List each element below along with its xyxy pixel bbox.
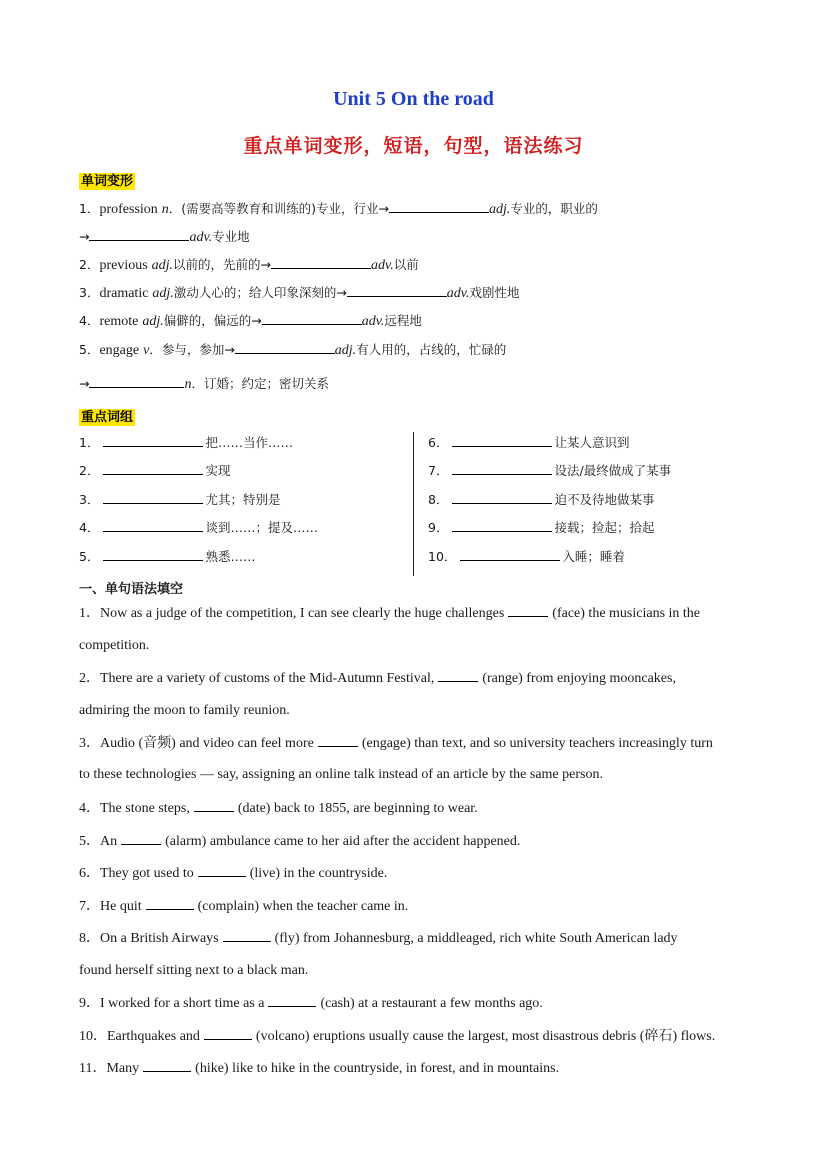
pos-label: adj. [151, 258, 174, 273]
phrase-item [428, 461, 671, 480]
answer-blank[interactable] [143, 1059, 191, 1072]
item-number: 3． [79, 736, 100, 751]
phrase-item [428, 490, 654, 509]
question-text: Audio (音频) and video can feel more [100, 736, 314, 751]
item-number: 5． [79, 834, 100, 849]
vocab-meaning: 远程地 [384, 313, 422, 328]
pos-label: adv. [371, 258, 394, 273]
item-number: 2． [79, 463, 100, 478]
vocab-section-label: 单词变形 [81, 174, 134, 189]
arrow: → [79, 229, 90, 244]
answer-blank[interactable] [318, 734, 358, 747]
question-text: (alarm) ambulance came to her aid after the accident happened. [165, 834, 521, 849]
page-title: Unit 5 On the road [333, 88, 494, 110]
question-2 [79, 669, 676, 688]
answer-blank[interactable] [460, 547, 560, 561]
question-text: An [100, 834, 118, 849]
answer-blank[interactable] [89, 227, 189, 241]
answer-blank[interactable] [103, 433, 203, 447]
item-number: 8． [428, 492, 449, 507]
answer-blank[interactable] [268, 994, 316, 1007]
item-number: 9． [79, 996, 100, 1011]
vocab-item-5 [79, 340, 506, 360]
vocab-meaning: ．参与，参加→ [149, 342, 235, 357]
answer-blank[interactable] [452, 490, 552, 504]
item-number: 4． [79, 520, 100, 535]
question-6 [79, 864, 387, 883]
vocab-meaning: 以前 [393, 257, 419, 272]
item-number: 2． [79, 257, 100, 272]
vocab-word: dramatic [99, 286, 149, 301]
question-10 [79, 1027, 715, 1046]
item-number: 5． [79, 549, 100, 564]
vocab-meaning: 激动人心的；给人印象深刻的→ [173, 285, 347, 300]
question-3-cont [79, 766, 603, 784]
answer-blank[interactable] [89, 374, 184, 388]
question-text: (live) in the countryside. [249, 866, 388, 881]
vocab-item-1-cont [79, 227, 250, 247]
answer-blank[interactable] [223, 929, 271, 942]
question-text: (volcano) eruptions usually cause the largest, most disastrous debris (碎石) flows. [255, 1029, 716, 1044]
phrase-meaning: 谈到……；提及…… [205, 520, 318, 535]
phrase-item [79, 547, 255, 566]
question-5 [79, 832, 520, 851]
question-8-cont [79, 962, 308, 980]
pos-label: adj. [152, 286, 174, 301]
item-number: 4． [79, 801, 100, 816]
item-number: 4． [79, 313, 100, 328]
item-number: 1． [79, 606, 100, 621]
question-3 [79, 734, 713, 753]
answer-blank[interactable] [262, 311, 362, 325]
phrase-meaning: 迫不及待地做某事 [554, 492, 655, 507]
pos-label: adv. [189, 230, 213, 245]
item-number: 10． [79, 1029, 107, 1044]
vocab-word: remote [99, 314, 139, 329]
item-number: 11． [79, 1061, 107, 1076]
question-2-cont [79, 702, 290, 720]
question-1-cont [79, 637, 149, 655]
answer-blank[interactable] [347, 283, 447, 297]
item-number: 1． [79, 201, 100, 216]
phrase-item [79, 433, 293, 452]
question-text: (range) from enjoying mooncakes, [482, 671, 676, 686]
item-number: 3． [79, 285, 100, 300]
pos-label: n [161, 202, 169, 217]
question-text: Earthquakes and [107, 1029, 200, 1044]
phrase-item [79, 461, 230, 480]
phrase-item [428, 518, 654, 537]
phrase-meaning: 熟悉…… [205, 549, 256, 564]
question-text: (engage) than text, and so university teachers increasingly turn [361, 736, 713, 751]
vocab-item-4 [79, 311, 422, 331]
grammar-section-label: 一、单句语法填空 [79, 582, 184, 597]
question-4 [79, 799, 478, 818]
phrase-meaning: 把……当作…… [205, 435, 293, 450]
vocab-meaning: 戏剧性地 [469, 285, 520, 300]
item-number: 7． [79, 899, 100, 914]
answer-blank[interactable] [508, 604, 548, 617]
vocab-item-3 [79, 283, 520, 303]
phrase-item [79, 490, 280, 509]
phrase-meaning: 设法/最终做成了某事 [554, 463, 672, 478]
question-text: admiring the moon to family reunion. [79, 703, 290, 718]
question-text: I worked for a short time as a [100, 996, 265, 1011]
answer-blank[interactable] [194, 799, 234, 812]
vocab-meaning: ．(需要高等教育和训练的)专业，行业→ [168, 201, 389, 216]
question-text: to these technologies — say, assigning an online talk instead of an article by the same person. [79, 767, 603, 782]
vocab-meaning: 专业的，职业的 [510, 201, 598, 216]
vocab-item-1 [79, 199, 598, 219]
answer-blank[interactable] [204, 1027, 252, 1040]
question-text: They got used to [100, 866, 194, 881]
item-number: 6． [79, 866, 100, 881]
pos-label: n [184, 377, 192, 392]
item-number: 8． [79, 931, 100, 946]
question-text: Now as a judge of the competition, I can see clearly the huge challenges [100, 606, 505, 621]
pos-label: adv. [361, 314, 385, 329]
question-7 [79, 897, 408, 916]
question-1 [79, 604, 700, 623]
item-number: 6． [428, 435, 449, 450]
question-text: Many [106, 1061, 140, 1076]
phrase-meaning: 尤其；特别是 [205, 492, 281, 507]
phrase-item [79, 518, 318, 537]
item-number: 9． [428, 520, 449, 535]
pos-label: adv. [446, 286, 470, 301]
question-text: (date) back to 1855, are beginning to wear. [237, 801, 478, 816]
phrase-meaning: 实现 [205, 463, 231, 478]
pos-label: adj. [142, 314, 164, 329]
answer-blank[interactable] [438, 669, 478, 682]
phrase-item [428, 433, 629, 452]
page-subtitle: 重点单词变形，短语，句型，语法练习 [243, 135, 584, 157]
answer-blank[interactable] [103, 547, 203, 561]
question-text: found herself sitting next to a black man. [79, 963, 309, 978]
answer-blank[interactable] [452, 433, 552, 447]
vocab-meaning: 偏僻的，偏远的→ [163, 313, 262, 328]
item-number: 10． [428, 549, 457, 564]
item-number: 1． [79, 435, 100, 450]
question-text: There are a variety of customs of the Mid-Autumn Festival, [100, 671, 435, 686]
vocab-meaning: 专业地 [212, 229, 250, 244]
answer-blank[interactable] [103, 490, 203, 504]
answer-blank[interactable] [452, 518, 552, 532]
phrase-meaning: 接载；捡起；拾起 [554, 520, 655, 535]
item-number: 5． [79, 342, 100, 357]
answer-blank[interactable] [389, 199, 489, 213]
pos-label: adj. [334, 343, 357, 358]
vocab-word: engage [99, 343, 140, 358]
question-text: competition. [79, 638, 150, 653]
vocab-meaning: ．订婚；约定；密切关系 [191, 376, 329, 391]
pos-label: adj. [489, 202, 511, 217]
phrase-item [428, 547, 625, 566]
answer-blank[interactable] [235, 340, 335, 354]
vocab-meaning: 有人用的，占线的，忙碌的 [356, 342, 507, 357]
item-number: 2． [79, 671, 100, 686]
question-11 [79, 1059, 559, 1078]
answer-blank[interactable] [271, 255, 371, 269]
answer-blank[interactable] [103, 461, 203, 475]
answer-blank[interactable] [121, 832, 161, 845]
arrow: → [79, 376, 90, 391]
question-text: (cash) at a restaurant a few months ago. [320, 996, 543, 1011]
answer-blank[interactable] [198, 864, 246, 877]
question-text: (complain) when the teacher came in. [197, 899, 409, 914]
phrase-meaning: 让某人意识到 [554, 435, 630, 450]
vocab-meaning: 以前的，先前的→ [173, 257, 272, 272]
item-number: 7． [428, 463, 449, 478]
question-text: The stone steps, [100, 801, 190, 816]
phrase-meaning: 入睡；睡着 [562, 549, 625, 564]
answer-blank[interactable] [103, 518, 203, 532]
question-text: (fly) from Johannesburg, a middleaged, rich white South American lady [274, 931, 678, 946]
question-text: He quit [100, 899, 142, 914]
vocab-item-2 [79, 255, 419, 275]
question-text: On a British Airways [100, 931, 219, 946]
answer-blank[interactable] [452, 461, 552, 475]
question-text: (face) the musicians in the [552, 606, 701, 621]
vocab-item-5-cont [79, 374, 329, 394]
question-9 [79, 994, 543, 1013]
item-number: 3． [79, 492, 100, 507]
pos-label: v [143, 343, 150, 358]
column-divider [413, 432, 414, 576]
question-8 [79, 929, 678, 948]
phrase-section-label: 重点词组 [81, 410, 134, 425]
answer-blank[interactable] [146, 897, 194, 910]
vocab-word: previous [99, 258, 148, 273]
question-text: (hike) like to hike in the countryside, in forest, and in mountains. [195, 1061, 560, 1076]
vocab-word: profession [99, 202, 158, 217]
